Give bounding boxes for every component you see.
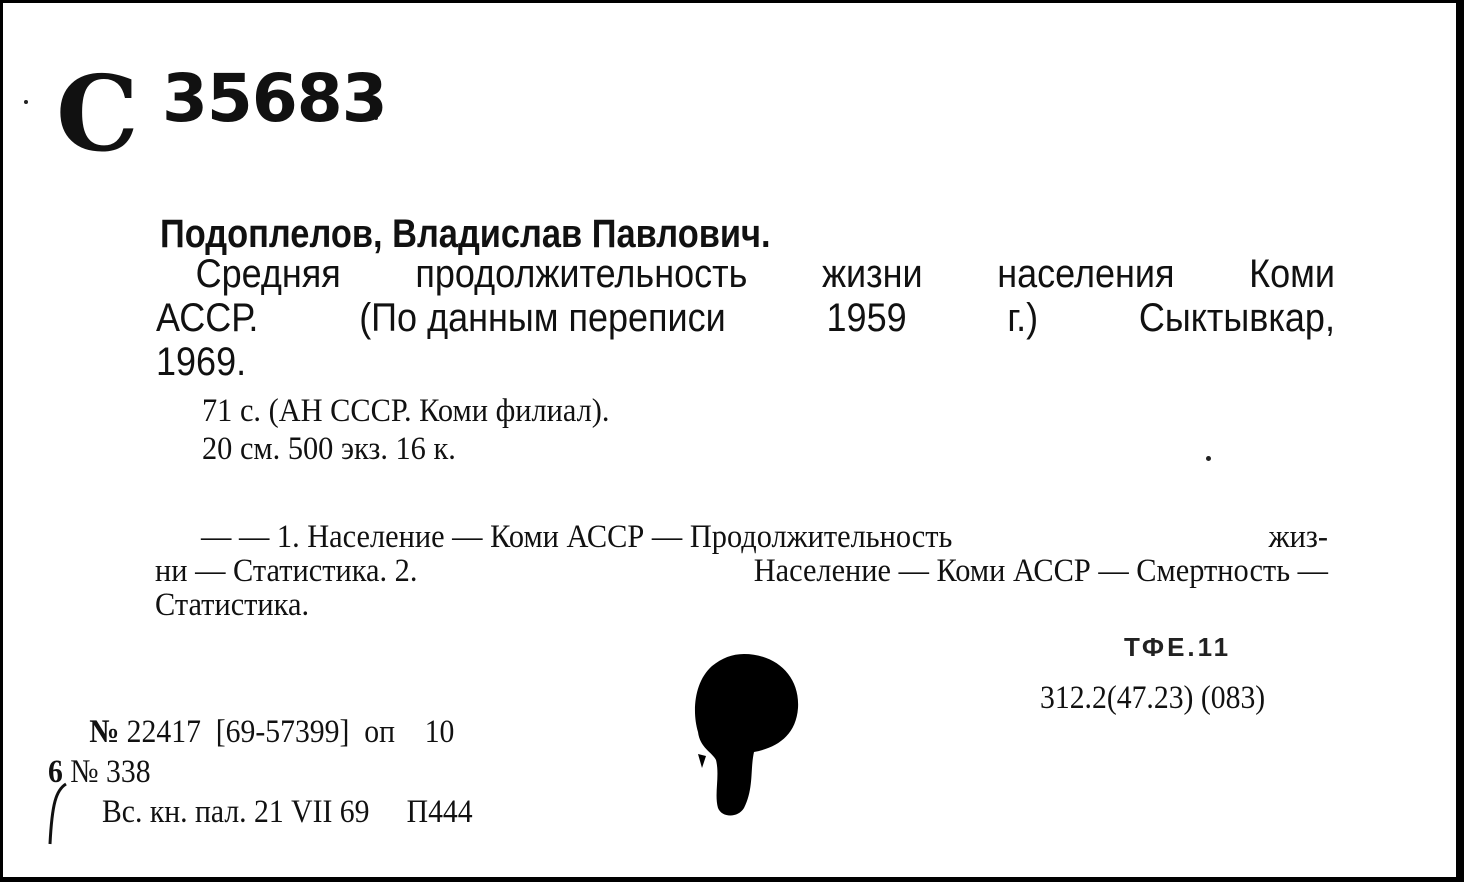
title-line-2 [156,296,1335,340]
title-word: (По данным переписи [359,296,726,340]
title-word: Сыктывкар, [1138,296,1335,340]
printing-line-1-text: 22417 [69-57399] оп 10 [119,714,455,750]
subject-text: ни — Статистика. 2. [155,553,418,589]
printing-line-1 [48,712,473,752]
subject-text: Население — Коми АССР — Смертность — [753,553,1328,589]
card-edge-left [0,0,3,882]
collation-line-2: 20 см. 500 экз. 16 к. [202,431,456,467]
classification-number: 312.2(47.23) (083) [1040,680,1266,716]
card-edge-top [0,0,1464,3]
printing-info [48,712,473,832]
title-word: г.) [1007,296,1039,340]
title-word: жизни [821,252,923,296]
ink-blot [684,652,804,822]
line-2-prefix: 6 [48,754,63,790]
title-word: 1959 [826,296,907,340]
printing-line-3: Вс. кн. пал. 21 VII 69 П444 [102,794,473,830]
title-word: Средняя [195,252,341,296]
number-sign: № [89,714,120,750]
subject-line-1 [155,520,1328,554]
subject-text: — — 1. Население — Коми АССР — Продолжительность [201,519,953,555]
ink-speck [1206,456,1211,461]
subject-tracings [155,520,1379,622]
card-edge-right [1456,0,1464,882]
collation [202,392,609,468]
title-word: АССР. [156,296,259,340]
ink-speck [24,100,28,104]
call-letter: С [56,52,139,175]
card-edge-bottom [0,877,1464,882]
title-word: населения [997,252,1175,296]
title-statement [156,252,1335,384]
title-word: Коми [1249,252,1335,296]
author-heading: Подоплелов, Владислав Павлович. [160,212,771,256]
subject-text: жиз- [1268,519,1328,555]
title-line-3: 1969. [156,340,247,384]
faint-stamp: ТФЕ.11 [1124,632,1232,662]
subject-line-2 [155,554,1328,588]
printing-line-2 [48,752,473,792]
subject-line-3: Статистика. [155,587,310,623]
call-number: 35683 [162,60,387,137]
printing-line-2-text: № 338 [62,754,151,790]
collation-line-1: 71 с. (АН СССР. Коми филиал). [202,393,610,429]
title-line-1 [156,252,1335,296]
title-word: продолжительность [415,252,748,296]
